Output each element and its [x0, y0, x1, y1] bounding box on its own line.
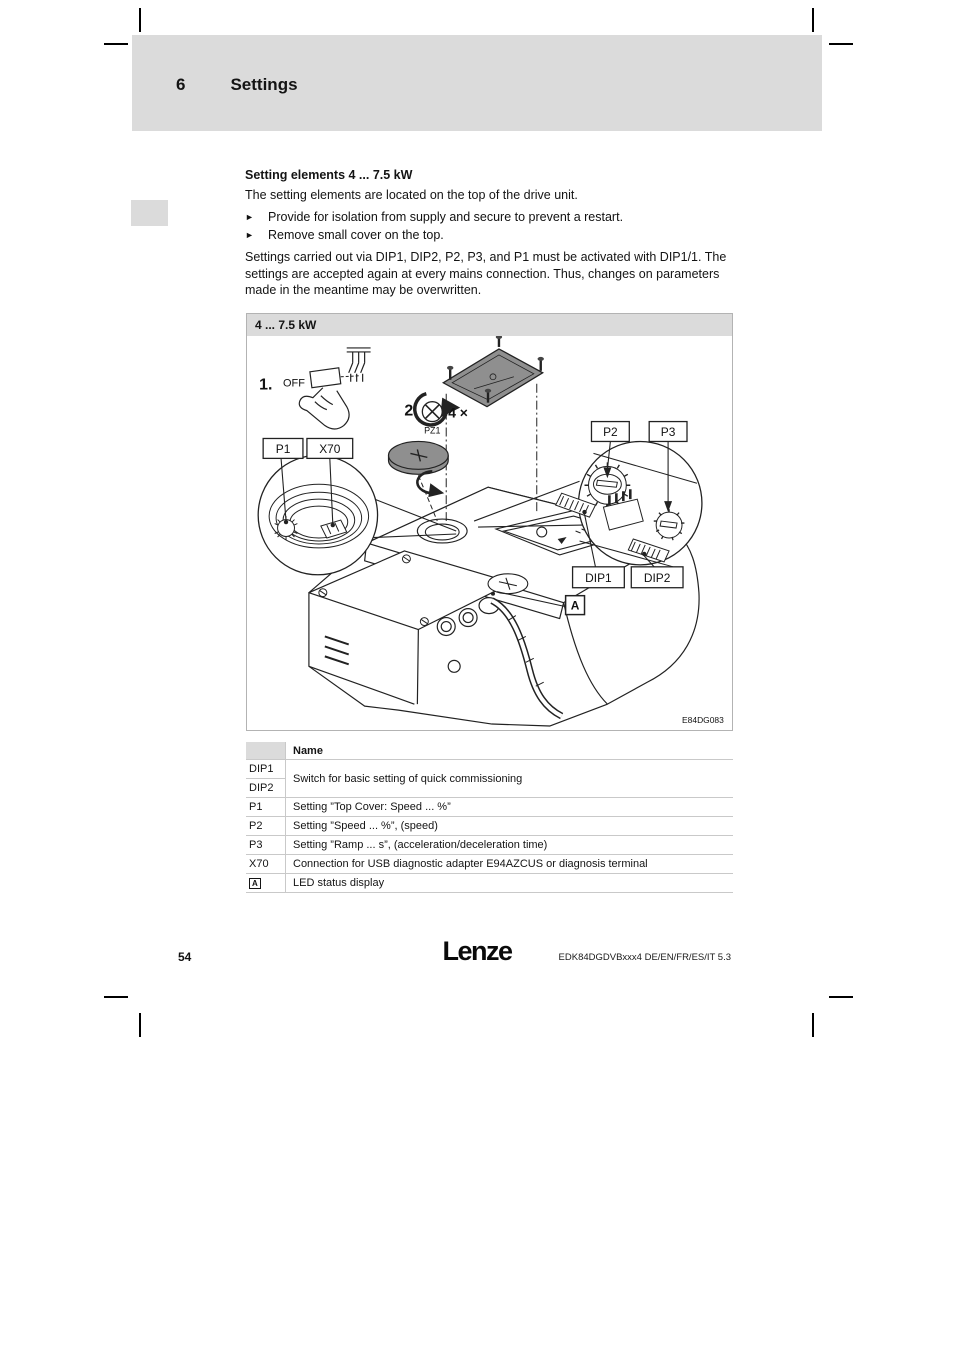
bullet-arrow-icon: ► — [245, 230, 254, 240]
mains-disconnect-icon — [347, 348, 371, 382]
bullet-arrow-icon: ► — [245, 212, 254, 222]
screw-type-label: PZ1 — [424, 425, 441, 436]
intro-text: The setting elements are located on the top of the drive unit. — [245, 188, 578, 202]
boxed-a-icon: A — [249, 878, 261, 889]
crop-mark — [104, 43, 128, 45]
document-reference: EDK84DGDVBxxx4 DE/EN/FR/ES/IT 5.3 — [558, 952, 731, 963]
row-label: P3 — [246, 836, 286, 855]
table-row — [246, 798, 733, 817]
drive-unit-diagram — [247, 336, 732, 730]
crop-mark — [812, 1013, 814, 1037]
crop-mark — [139, 8, 141, 32]
row-desc: Setting ”Ramp ... s”, (acceleration/deceleration time) — [286, 836, 734, 855]
side-screw — [448, 660, 460, 672]
row-desc: Connection for USB diagnostic adapter E94AZCUS or diagnosis terminal — [286, 855, 734, 874]
row-desc: Switch for basic setting of quick commissioning — [286, 760, 734, 798]
thumb-index-marker — [131, 200, 168, 226]
row-desc: Setting ”Top Cover: Speed ... %” — [286, 798, 734, 817]
page-number: 54 — [178, 950, 192, 964]
table-row — [246, 760, 733, 779]
row-label: DIP1 — [246, 760, 286, 779]
crop-mark — [812, 8, 814, 32]
step1-number: 1. — [259, 376, 273, 394]
p1-label: P1 — [275, 441, 291, 456]
table-row — [246, 855, 733, 874]
cover-plate — [443, 336, 544, 407]
x70-label: X70 — [319, 441, 341, 456]
crop-mark — [829, 43, 853, 45]
bullet-item: ► Remove small cover on the top. — [245, 228, 444, 242]
row-label: DIP2 — [246, 779, 286, 798]
figure-code: E84DG083 — [682, 715, 724, 726]
dip1-label: DIP1 — [585, 570, 612, 585]
section-title: Settings — [230, 75, 298, 94]
figure-illustration — [247, 336, 732, 730]
section-header-band — [132, 35, 822, 131]
row-desc: Setting ”Speed ... %”, (speed) — [286, 817, 734, 836]
step2-number: 2. — [404, 402, 418, 420]
dip2-label: DIP2 — [643, 570, 671, 585]
hand-icon — [299, 388, 349, 429]
switch-icon — [310, 368, 341, 388]
lenze-logo: Lenze — [442, 936, 512, 966]
figure-title: 4 ... 7.5 kW — [247, 314, 732, 336]
setting-elements-table — [246, 742, 733, 893]
bullet-item: ► Provide for isolation from supply and secure to prevent a restart. — [245, 210, 624, 224]
table-row — [246, 836, 733, 855]
table-row — [246, 817, 733, 836]
row-label: P1 — [246, 798, 286, 817]
crop-mark — [104, 996, 128, 998]
note-text: Settings carried out via DIP1, DIP2, P2, P3, and P1 must be activated with DIP1/1. The settings are accepted again at every mains connection. Thus, changes on parameters made in the meantime may be overwritten. — [245, 250, 727, 297]
table-corner-cell — [246, 742, 286, 760]
off-label: OFF — [283, 377, 305, 390]
p3-label: P3 — [660, 424, 676, 439]
figure-box — [246, 313, 733, 731]
table-header-name: Name — [286, 742, 734, 760]
crop-mark — [829, 996, 853, 998]
step1-power-off — [259, 348, 370, 429]
table-header-row — [246, 742, 733, 760]
section-number: 6 — [176, 75, 186, 94]
screw-count-label: 4 × — [448, 404, 468, 421]
crop-mark — [139, 1013, 141, 1037]
table-row — [246, 874, 733, 893]
row-label: P2 — [246, 817, 286, 836]
row-label: X70 — [246, 855, 286, 874]
p2-label: P2 — [603, 424, 618, 439]
row-desc: LED status display — [286, 874, 734, 893]
subsection-heading: Setting elements 4 ... 7.5 kW — [245, 168, 413, 182]
led-label: A — [570, 598, 580, 613]
row-label — [246, 874, 286, 893]
